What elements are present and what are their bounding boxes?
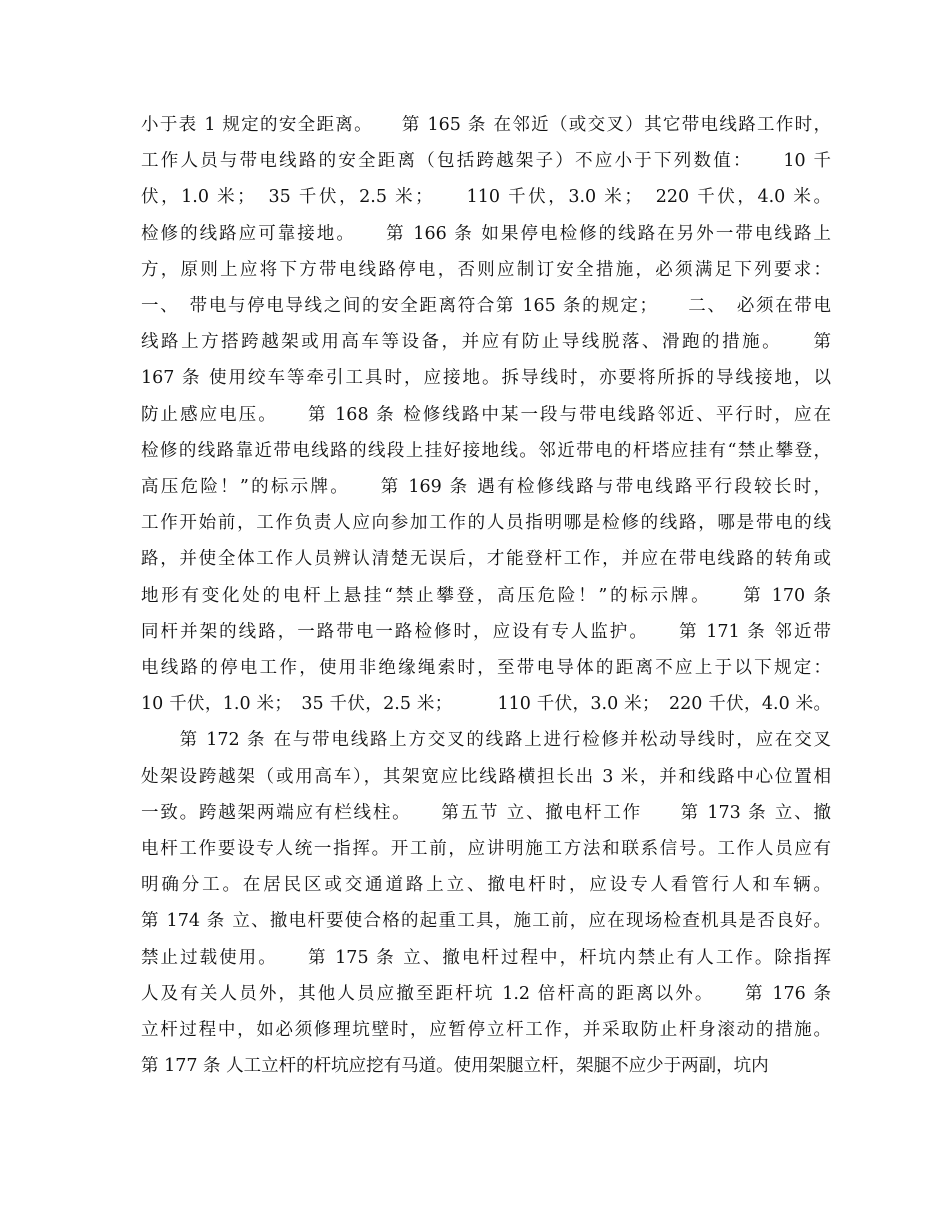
text-line: 高压危险！”的标示牌。 第 169 条 遇有检修线路与带电线路平行段较长时， xyxy=(141,477,831,497)
text-line: 立杆过程中，如必须修理坑壁时，应暂停立杆工作，并采取防止杆身滚动的措施。 xyxy=(141,1020,831,1040)
text-line: 线路上方搭跨越架或用高车等设备，并应有防止导线脱落、滑跑的措施。 第 xyxy=(141,332,831,353)
text-line: 方，原则上应将下方带电线路停电，否则应制订安全措施，必须满足下列要求： xyxy=(141,259,831,280)
text-line: 小于表 1 规定的安全距离。 第 165 条 在邻近（或交叉）其它带电线路工作时， xyxy=(141,115,831,135)
text-line: 167 条 使用绞车等牵引工具时，应接地。拆导线时，亦要将所拆的导线接地，以 xyxy=(141,368,831,389)
text-line: 一致。跨越架两端应有栏线柱。 第五节 立、撤电杆工作 第 173 条 立、撤 xyxy=(141,802,831,823)
text-line: 电线路的停电工作，使用非绝缘绳索时，至带电导体的距离不应上于以下规定： xyxy=(141,658,831,678)
text-line: 第 174 条 立、撤电杆要使合格的起重工具，施工前，应在现场检查机具是否良好。 xyxy=(141,911,831,932)
text-line: 明确分工。在居民区或交通道路上立、撤电杆时，应设专人看管行人和车辆。 xyxy=(141,875,831,896)
text-line: 一、 带电与停电导线之间的安全距离符合第 165 条的规定； 二、 必须在带电 xyxy=(141,296,831,316)
text-line: 禁止过载使用。 第 175 条 立、撤电杆过程中，杆坑内禁止有人工作。除指挥 xyxy=(141,947,831,968)
text-line: 第 172 条 在与带电线路上方交叉的线路上进行检修并松动导线时，应在交叉 xyxy=(141,730,831,751)
text-line: 10 千伏，1.0 米； 35 千伏，2.5 米； 110 千伏，3.0 米； 220 千伏，4.0 米。 xyxy=(141,694,831,715)
text-line: 人及有关人员外，其他人员应撤至距杆坑 1.2 倍杆高的距离以外。 第 176 条 xyxy=(141,983,831,1004)
text-line: 工作人员与带电线路的安全距离（包括跨越架子）不应小于下列数值： 10 千 xyxy=(141,151,831,172)
text-line: 处架设跨越架（或用高车），其架宽应比线路横担长出 3 米，并和线路中心位置相 xyxy=(141,766,831,787)
text-line: 伏，1.0 米； 35 千伏，2.5 米； 110 千伏，3.0 米； 220 千伏，4.0 米。 xyxy=(141,187,831,208)
text-line: 路，并使全体工作人员辨认清楚无误后，才能登杆工作，并应在带电线路的转角或 xyxy=(141,549,831,570)
text-line: 电杆工作要设专人统一指挥。开工前，应讲明施工方法和联系信号。工作人员应有 xyxy=(141,839,831,859)
text-line: 第 177 条 人工立杆的杆坑应挖有马道。使用架腿立杆，架腿不应少于两副，坑内 xyxy=(141,1056,769,1077)
text-line: 检修的线路应可靠接地。 第 166 条 如果停电检修的线路在另外一带电线路上 xyxy=(141,223,831,244)
text-line: 防止感应电压。 第 168 条 检修线路中某一段与带电线路邻近、平行时，应在 xyxy=(141,404,831,425)
text-line: 工作开始前，工作负责人应向参加工作的人员指明哪是检修的线路，哪是带电的线 xyxy=(141,513,831,534)
text-line: 同杆并架的线路，一路带电一路检修时，应设有专人监护。 第 171 条 邻近带 xyxy=(141,621,831,642)
text-line: 地形有变化处的电杆上悬挂“禁止攀登，高压危险！”的标示牌。 第 170 条 xyxy=(141,585,831,606)
text-line: 检修的线路靠近带电线路的线段上挂好接地线。邻近带电的杆塔应挂有“禁止攀登， xyxy=(141,440,831,461)
